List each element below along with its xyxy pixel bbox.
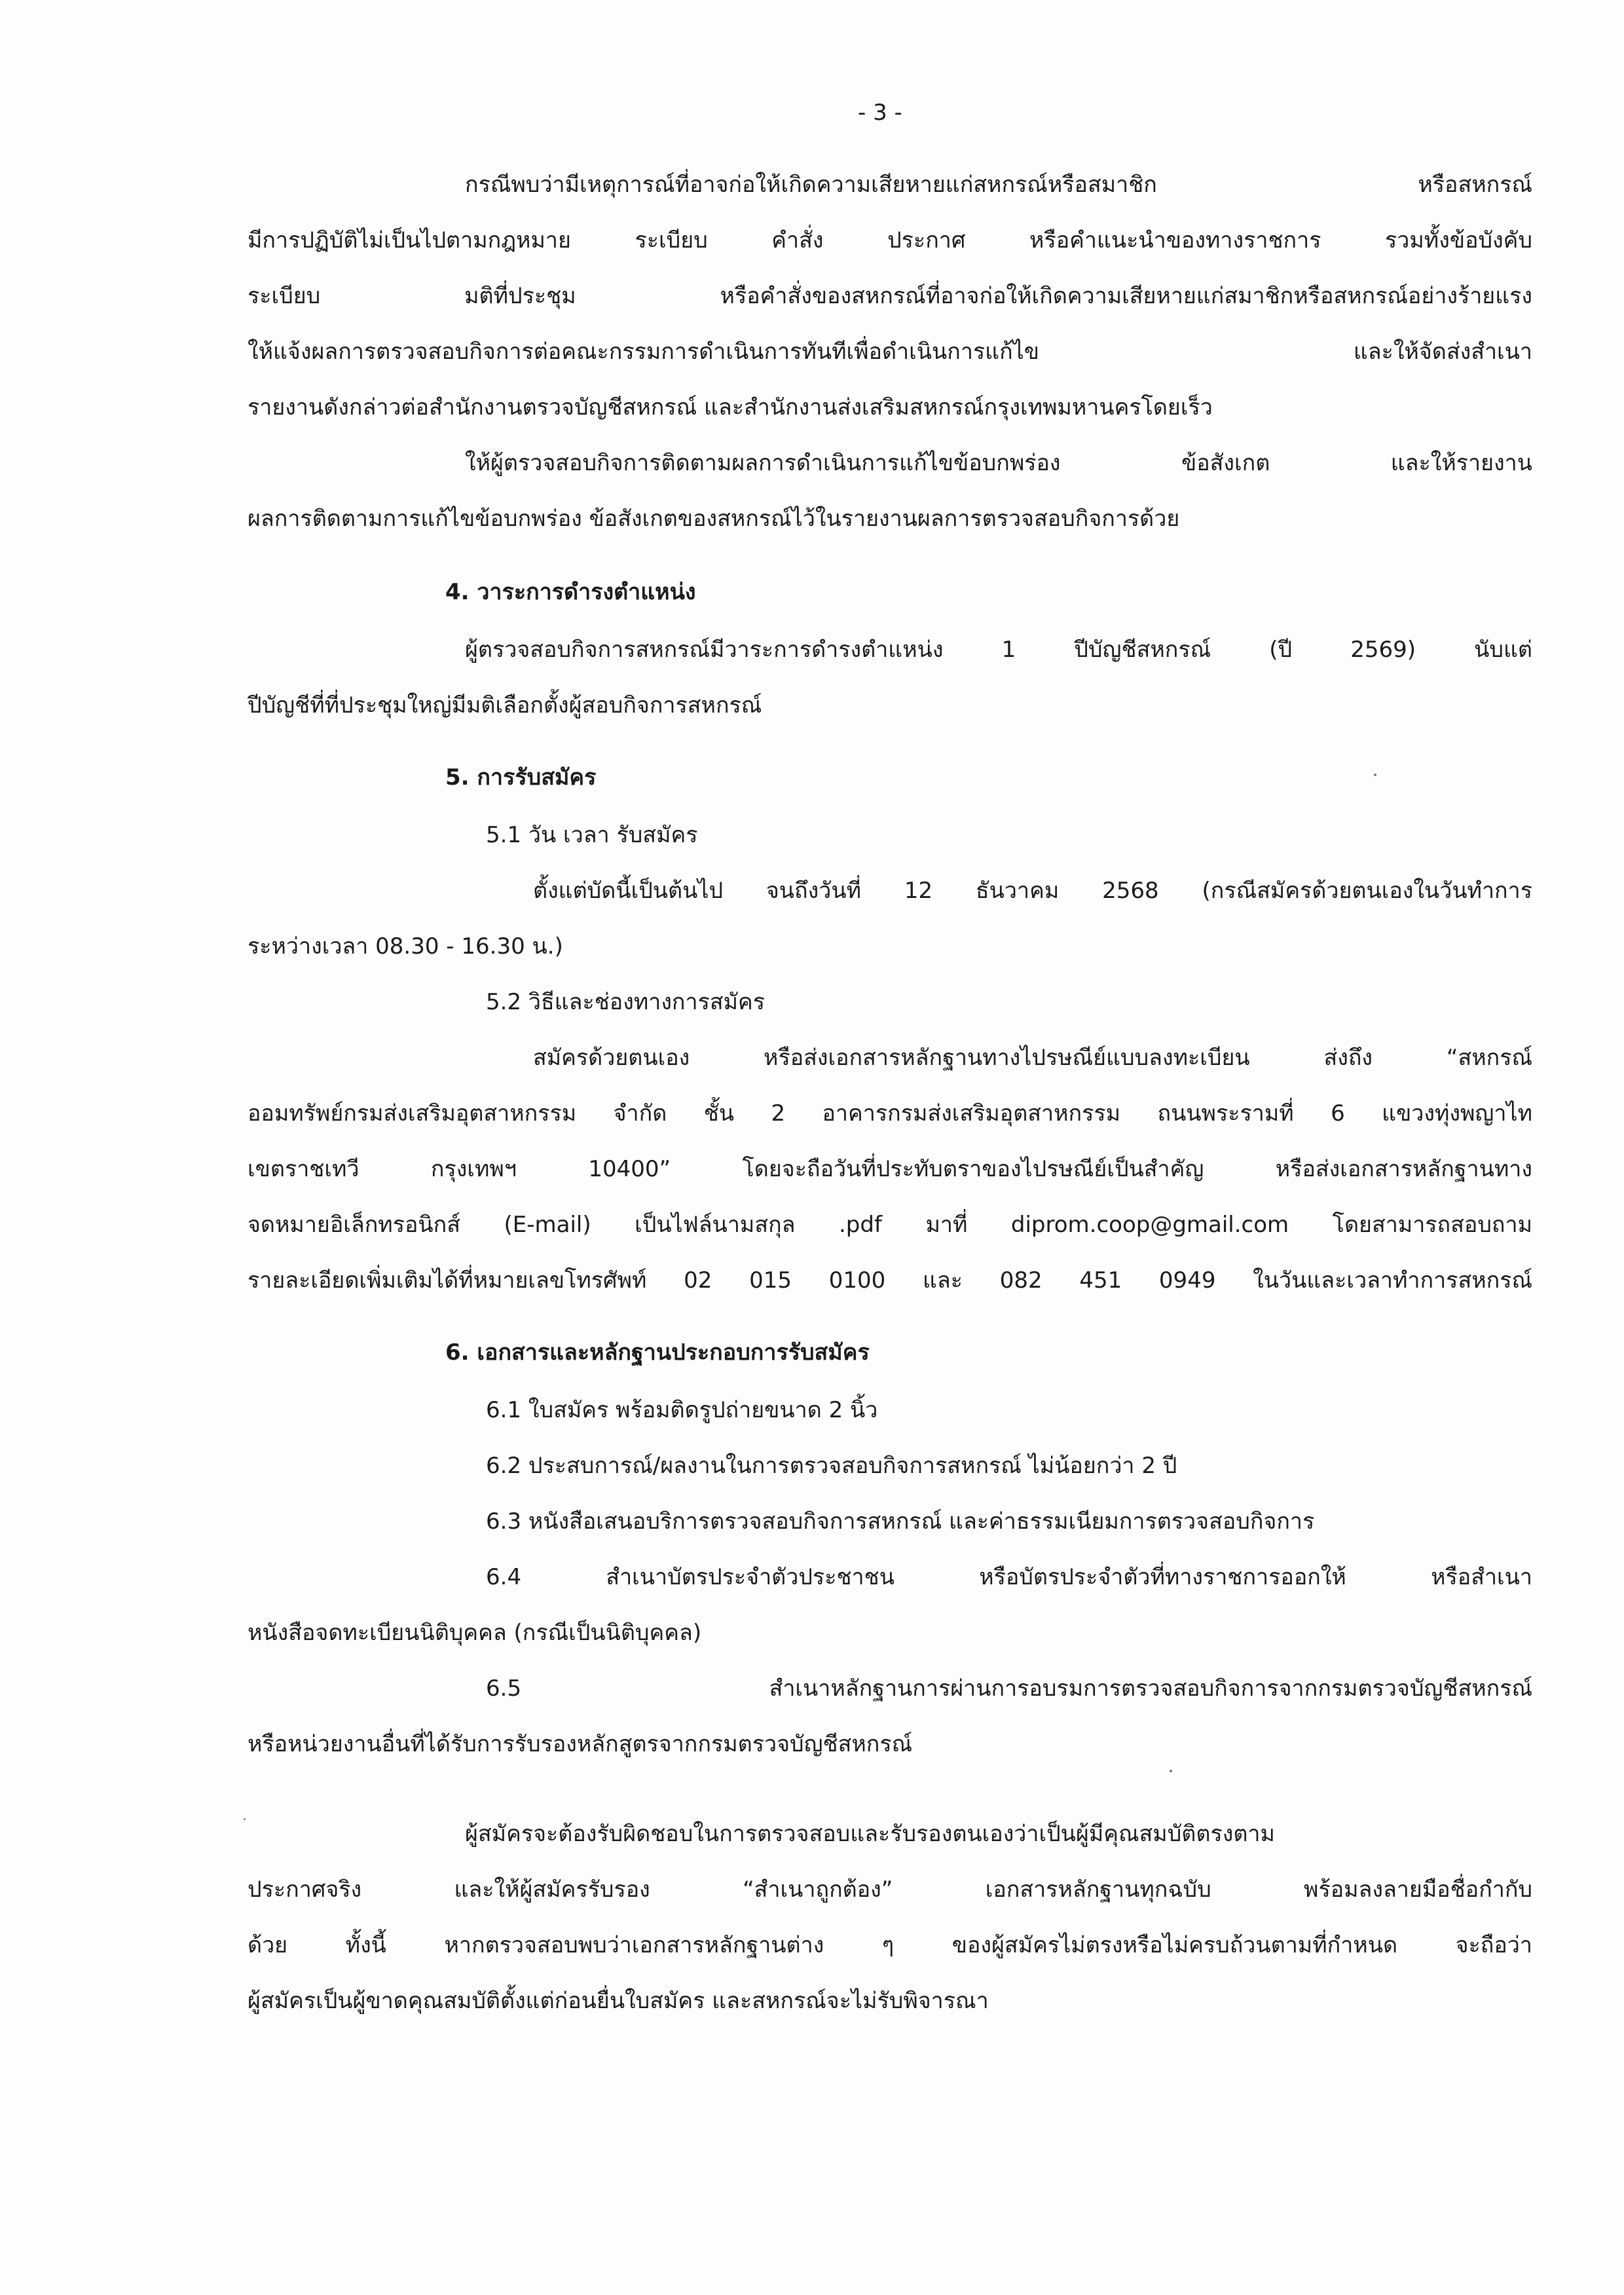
closing-line-1: ผู้สมัครจะต้องรับผิดชอบในการตรวจสอบและรับรองตนเองว่าเป็นผู้มีคุณสมบัติตรงตาม bbox=[465, 1821, 1275, 1847]
scan-speck bbox=[1170, 1770, 1172, 1772]
intro-p1-line-2: มีการปฏิบัติไม่เป็นไปตามกฎหมาย ระเบียบ คำสั่ง ประกาศ หรือคำแนะนำของทางราชการ รวมทั้งข้อบังคับ bbox=[248, 227, 1532, 253]
scan-speck bbox=[244, 1818, 246, 1820]
section-5-2-line-5: รายละเอียดเพิ่มเติมได้ที่หมายเลขโทรศัพท์ 02 015 0100 และ 082 451 0949 ในวันและเวลาทำการสหกรณ์ bbox=[248, 1267, 1532, 1294]
section-4-heading: 4. วาระการดำรงตำแหน่ง bbox=[445, 579, 696, 605]
section-5-1-line-2: ระหว่างเวลา 08.30 - 16.30 น.) bbox=[248, 933, 563, 960]
intro-p2-line-2: ผลการติดตามการแก้ไขข้อบกพร่อง ข้อสังเกตของสหกรณ์ไว้ในรายงานผลการตรวจสอบกิจการด้วย bbox=[248, 506, 1180, 532]
section-6-item-1: 6.1 ใบสมัคร พร้อมติดรูปถ่ายขนาด 2 นิ้ว bbox=[486, 1397, 878, 1423]
section-6-item-5-line-2: หรือหน่วยงานอื่นที่ได้รับการรับรองหลักสูตรจากกรมตรวจบัญชีสหกรณ์ bbox=[248, 1731, 913, 1757]
closing-line-2: ประกาศจริง และให้ผู้สมัครรับรอง “สำเนาถูกต้อง” เอกสารหลักฐานทุกฉบับ พร้อมลงลายมือชื่อกำกับ bbox=[248, 1876, 1532, 1903]
section-5-2-title: 5.2 วิธีและช่องทางการสมัคร bbox=[486, 989, 766, 1015]
section-5-1-title: 5.1 วัน เวลา รับสมัคร bbox=[486, 822, 698, 848]
section-5-1-line-1: ตั้งแต่บัดนี้เป็นต้นไป จนถึงวันที่ 12 ธันวาคม 2568 (กรณีสมัครด้วยตนเองในวันทำการ bbox=[533, 878, 1532, 904]
section-5-heading: 5. การรับสมัคร bbox=[445, 764, 597, 791]
section-5-2-line-4: จดหมายอิเล็กทรอนิกส์ (E-mail) เป็นไฟล์นามสกุล .pdf มาที่ diprom.coop@gmail.com โดยสามารถสอบถาม bbox=[248, 1212, 1532, 1238]
section-4-line-2: ปีบัญชีที่ที่ประชุมใหญ่มีมติเลือกตั้งผู้สอบกิจการสหกรณ์ bbox=[248, 692, 762, 718]
section-5-2-line-3: เขตราชเทวี กรุงเทพฯ 10400” โดยจะถือวันที่ประทับตราของไปรษณีย์เป็นสำคัญ หรือส่งเอกสารหลักฐานทาง bbox=[248, 1156, 1532, 1182]
section-6-item-4-line-1: 6.4 สำเนาบัตรประจำตัวประชาชน หรือบัตรประจำตัวที่ทางราชการออกให้ หรือสำเนา bbox=[486, 1564, 1532, 1590]
intro-p1-line-5: รายงานดังกล่าวต่อสำนักงานตรวจบัญชีสหกรณ์ และสำนักงานส่งเสริมสหกรณ์กรุงเทพมหานครโดยเร็ว bbox=[248, 394, 1213, 420]
intro-p1-line-4: ให้แจ้งผลการตรวจสอบกิจการต่อคณะกรรมการดำเนินการทันทีเพื่อดำเนินการแก้ไข และให้จัดส่งสำเนา bbox=[248, 339, 1532, 365]
section-5-2-line-2: ออมทรัพย์กรมส่งเสริมอุตสาหกรรม จำกัด ชั้น 2 อาคารกรมส่งเสริมอุตสาหกรรม ถนนพระรามที่ 6 แขวงทุ่งพญาไท bbox=[248, 1100, 1532, 1127]
section-6-item-4-line-2: หนังสือจดทะเบียนนิติบุคคล (กรณีเป็นนิติบุคคล) bbox=[248, 1620, 702, 1646]
section-4-line-1: ผู้ตรวจสอบกิจการสหกรณ์มีวาระการดำรงตำแหน่ง 1 ปีบัญชีสหกรณ์ (ปี 2569) นับแต่ bbox=[465, 637, 1532, 663]
intro-p1-line-1: กรณีพบว่ามีเหตุการณ์ที่อาจก่อให้เกิดความเสียหายแก่สหกรณ์หรือสมาชิก หรือสหกรณ์ bbox=[465, 172, 1532, 198]
scan-speck bbox=[1374, 774, 1376, 776]
section-6-item-2: 6.2 ประสบการณ์/ผลงานในการตรวจสอบกิจการสหกรณ์ ไม่น้อยกว่า 2 ปี bbox=[486, 1453, 1177, 1479]
page-number: - 3 - bbox=[858, 100, 902, 126]
section-5-2-line-1: สมัครด้วยตนเอง หรือส่งเอกสารหลักฐานทางไปรษณีย์แบบลงทะเบียน ส่งถึง “สหกรณ์ bbox=[533, 1045, 1532, 1071]
intro-p2-line-1: ให้ผู้ตรวจสอบกิจการติดตามผลการดำเนินการแก้ไขข้อบกพร่อง ข้อสังเกต และให้รายงาน bbox=[465, 450, 1532, 476]
section-6-heading: 6. เอกสารและหลักฐานประกอบการรับสมัคร bbox=[445, 1339, 870, 1366]
closing-line-3: ด้วย ทั้งนี้ หากตรวจสอบพบว่าเอกสารหลักฐานต่าง ๆ ของผู้สมัครไม่ตรงหรือไม่ครบถ้วนตามที่กำหนด จะถือว่า bbox=[248, 1932, 1532, 1958]
closing-line-4: ผู้สมัครเป็นผู้ขาดคุณสมบัติตั้งแต่ก่อนยื่นใบสมัคร และสหกรณ์จะไม่รับพิจารณา bbox=[248, 1988, 989, 2014]
intro-p1-line-3: ระเบียบ มติที่ประชุม หรือคำสั่งของสหกรณ์ที่อาจก่อให้เกิดความเสียหายแก่สมาชิกหรือสหกรณ์อย่างร้ายแรง bbox=[248, 283, 1532, 309]
section-6-item-5-line-1: 6.5 สำเนาหลักฐานการผ่านการอบรมการตรวจสอบกิจการจากกรมตรวจบัญชีสหกรณ์ bbox=[486, 1675, 1532, 1702]
section-6-item-3: 6.3 หนังสือเสนอบริการตรวจสอบกิจการสหกรณ์ และค่าธรรมเนียมการตรวจสอบกิจการ bbox=[486, 1508, 1315, 1535]
